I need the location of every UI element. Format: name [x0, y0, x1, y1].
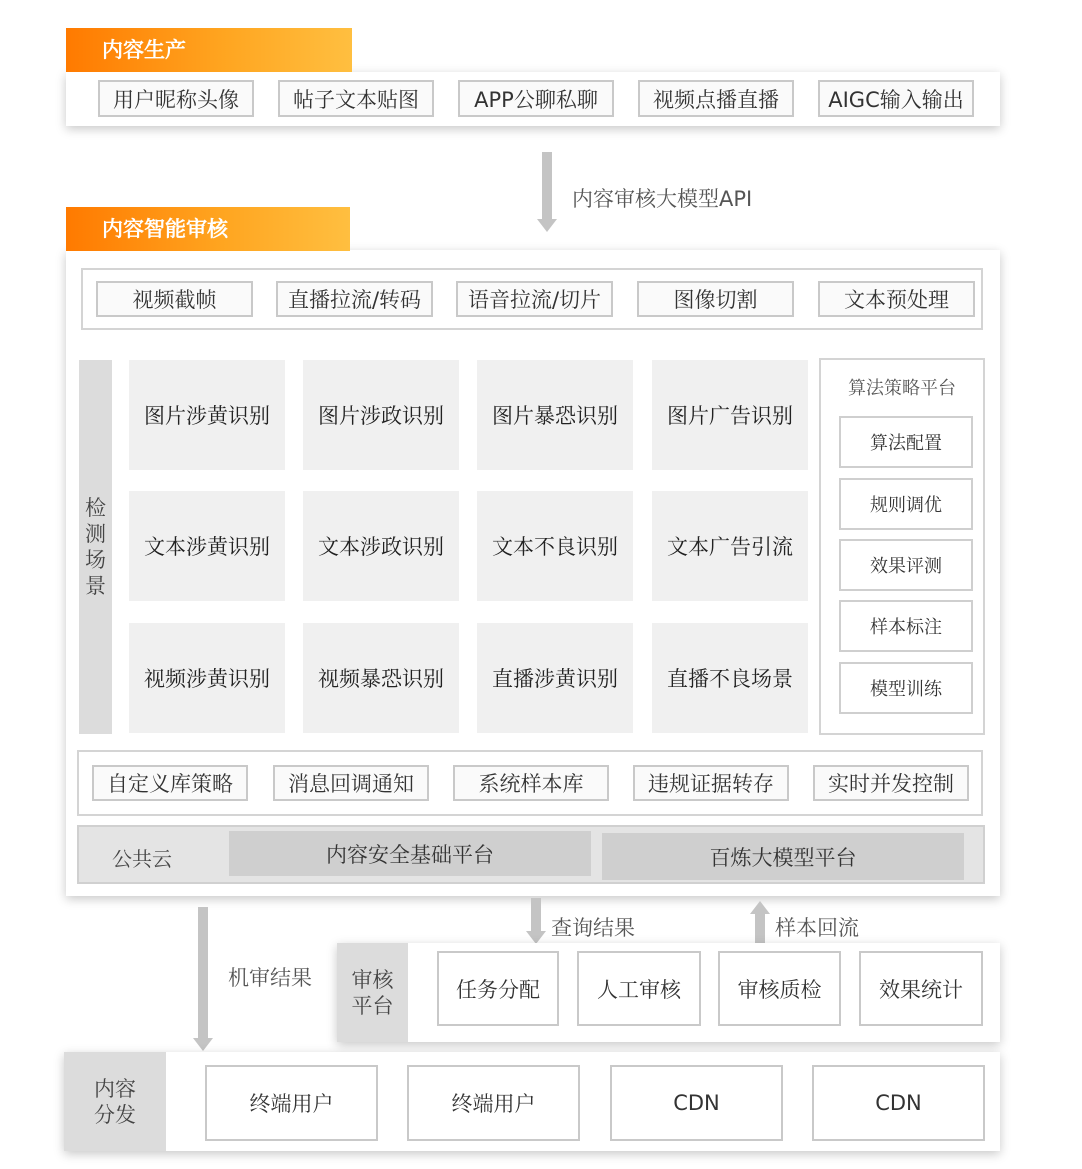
algo-item: 算法配置 [839, 416, 973, 468]
review-item: 审核质检 [718, 951, 841, 1026]
production-item: AIGC输入输出 [818, 80, 974, 117]
scene-cell: 图片涉黄识别 [129, 360, 285, 470]
machine-result-arrow [198, 907, 208, 1039]
tools-item: 系统样本库 [453, 765, 609, 801]
scene-cell: 图片涉政识别 [303, 360, 459, 470]
machine-result-label: 机审结果 [228, 966, 312, 990]
review-item: 任务分配 [437, 951, 559, 1026]
api-arrow [542, 152, 552, 220]
algo-item: 模型训练 [839, 662, 973, 714]
scene-cell: 图片暴恐识别 [477, 360, 633, 470]
distribution-item: CDN [610, 1065, 783, 1141]
scene-cell: 文本广告引流 [652, 491, 808, 601]
cloud-platform: 百炼大模型平台 [602, 833, 964, 880]
scene-cell: 直播不良场景 [652, 623, 808, 733]
api-arrow-label: 内容审核大模型API [572, 187, 753, 211]
scene-cell: 视频暴恐识别 [303, 623, 459, 733]
preprocess-item: 视频截帧 [96, 281, 253, 317]
production-item: 帖子文本贴图 [278, 80, 434, 117]
scene-cell: 文本涉黄识别 [129, 491, 285, 601]
tools-item: 违规证据转存 [633, 765, 789, 801]
detection-scene-label: 检 测 场 景 [79, 360, 112, 734]
scene-cell: 图片广告识别 [652, 360, 808, 470]
scene-cell: 文本涉政识别 [303, 491, 459, 601]
scene-cell: 视频涉黄识别 [129, 623, 285, 733]
review-item: 人工审核 [577, 951, 701, 1026]
production-title: 内容生产 [66, 28, 352, 72]
tools-item: 自定义库策略 [92, 765, 248, 801]
review-platform-label: 审核 平台 [337, 943, 408, 1042]
scene-cell: 文本不良识别 [477, 491, 633, 601]
algo-item: 规则调优 [839, 478, 973, 530]
cloud-platform: 内容安全基础平台 [229, 831, 591, 876]
cloud-label: 公共云 [112, 847, 172, 871]
production-item: 视频点播直播 [638, 80, 794, 117]
algo-item: 效果评测 [839, 539, 973, 591]
sample-return-label: 样本回流 [775, 916, 859, 940]
algo-item: 样本标注 [839, 600, 973, 652]
distribution-label: 内容 分发 [64, 1052, 166, 1151]
query-result-label: 查询结果 [551, 916, 635, 940]
preprocess-item: 图像切割 [637, 281, 794, 317]
distribution-item: CDN [812, 1065, 985, 1141]
api-arrow-head [537, 219, 557, 232]
preprocess-item: 直播拉流/转码 [276, 281, 433, 317]
tools-item: 消息回调通知 [273, 765, 429, 801]
review-item: 效果统计 [859, 951, 983, 1026]
production-item: APP公聊私聊 [458, 80, 614, 117]
distribution-item: 终端用户 [407, 1065, 580, 1141]
machine-result-arrow-head [193, 1038, 213, 1051]
preprocess-item: 文本预处理 [818, 281, 975, 317]
scene-cell: 直播涉黄识别 [477, 623, 633, 733]
preprocess-item: 语音拉流/切片 [456, 281, 613, 317]
algo-platform-title: 算法策略平台 [848, 378, 956, 399]
query-result-arrow [531, 898, 541, 932]
distribution-item: 终端用户 [205, 1065, 378, 1141]
audit-title: 内容智能审核 [66, 207, 350, 251]
production-item: 用户昵称头像 [98, 80, 254, 117]
sample-return-arrow [755, 913, 765, 943]
tools-item: 实时并发控制 [813, 765, 969, 801]
